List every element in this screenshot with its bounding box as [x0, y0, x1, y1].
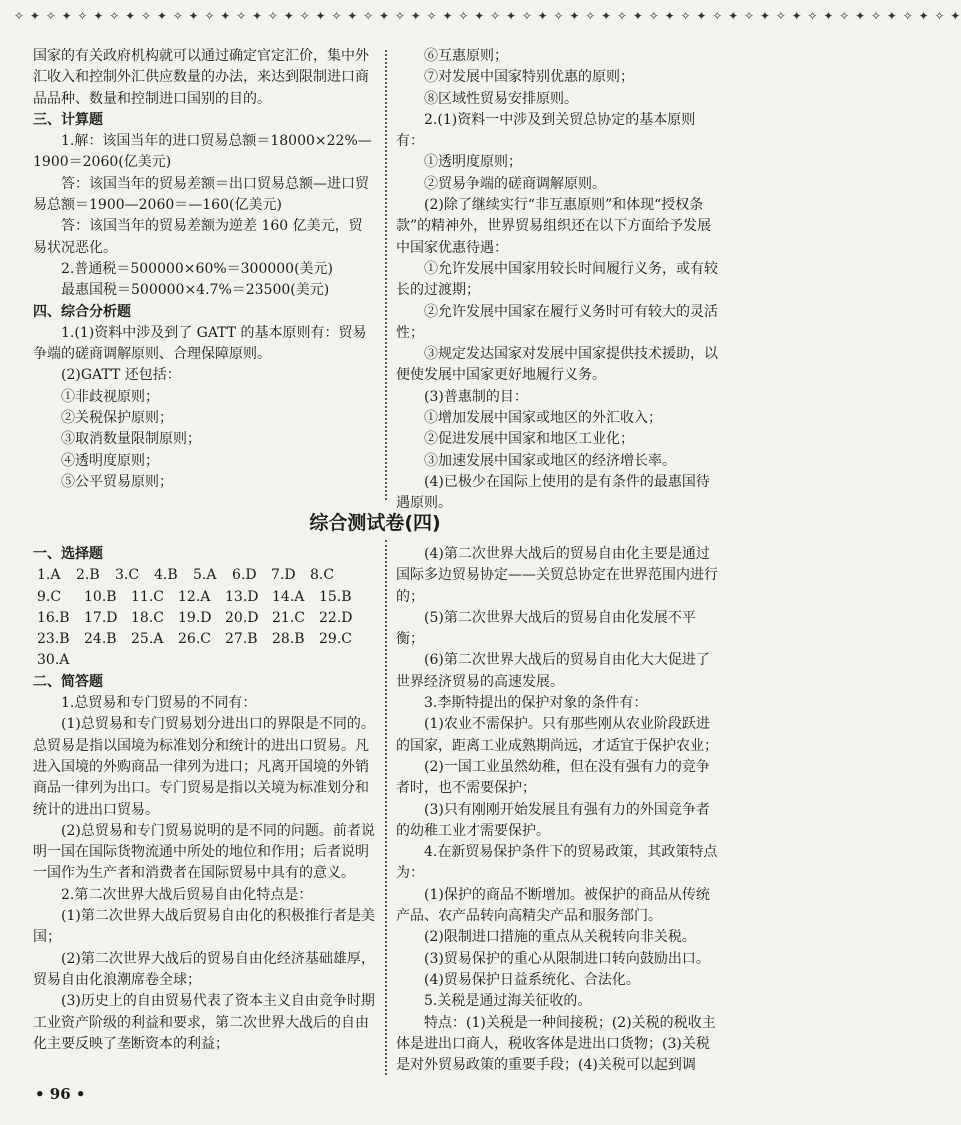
right-column-top: [396, 46, 722, 515]
paragraph: 最惠国税＝500000×4.7%＝23500(美元): [61, 282, 330, 299]
answer: 19.D: [178, 609, 212, 626]
answer: 16.B: [37, 609, 70, 626]
paragraph: (3)只有刚刚开始发展且有强有力的外国竞争者的幼稚工业才需要保护。: [396, 801, 710, 839]
answer: 24.B: [84, 631, 117, 648]
answer: 22.D: [319, 609, 353, 626]
answer: 15.B: [319, 588, 352, 605]
answer: 12.A: [178, 588, 211, 605]
list-item: ①允许发展中国家用较长时间履行义务，或有较长的过渡期；: [396, 260, 718, 299]
list-item: ①透明度原则；: [424, 154, 522, 171]
answer: 27.B: [225, 631, 258, 648]
answer-key: [37, 565, 375, 671]
paragraph: (2)总贸易和专门贸易说明的是不同的问题。前者说明一国在国际货物流通中所处的地位和作用；后者说明一国作为生产者和消费者在国际贸易中具有的意义。: [33, 822, 375, 882]
answer-row: [37, 608, 375, 629]
list-item: ②贸易争端的磋商调解原则。: [424, 175, 606, 192]
answer: 13.D: [225, 588, 259, 605]
paragraph: (1)农业不需保护。只有那些刚从农业阶段跃进的国家，距离工业成熟期尚远，才适宜于保护农业；: [396, 716, 718, 754]
answer: 3.C: [115, 567, 140, 584]
answer: 5.A: [193, 567, 217, 584]
answer: 1.A: [37, 567, 61, 584]
paragraph: 1.(1)资料中涉及到了 GATT 的基本原则有：贸易争端的磋商调解原则、合理保障原则。: [33, 324, 367, 363]
answer-row: [37, 629, 375, 650]
section-heading-short-answer: 二、简答题: [33, 673, 103, 690]
paragraph: 1.总贸易和专门贸易的不同有：: [61, 695, 257, 712]
paragraph: (2)一国工业虽然幼稚，但在没有强有力的竞争者时，也不需要保护；: [396, 758, 710, 797]
list-item: ②关税保护原则；: [61, 410, 173, 427]
answer: 11.C: [131, 588, 164, 605]
list-item: ①增加发展中国家或地区的外汇收入；: [424, 410, 662, 427]
paragraph: (3)普惠制的目：: [424, 388, 528, 405]
answer: 25.A: [131, 631, 164, 648]
column-divider: [385, 540, 387, 1075]
answer-row: [37, 565, 375, 586]
answer: 18.C: [131, 609, 164, 626]
page-number: • 96 •: [35, 1085, 86, 1103]
section-heading-choice: 一、选择题: [33, 546, 103, 562]
list-item: ②允许发展中国家在履行义务时可有较大的灵活性；: [396, 303, 718, 341]
paragraph: (1)总贸易和专门贸易划分进出口的界限是不同的。总贸易是指以国境为标准划分和统计的进出口贸易。凡进入国境的外购商品一律列为进口；凡离开国境的外销商品一律列为出口。专门贸易是指以关境为标准划分和统计的进出口贸易。: [33, 716, 375, 818]
paragraph: (6)第二次世界大战后的贸易自由化大大促进了世界经济贸易的高速发展。: [396, 652, 710, 690]
section-heading-calculation: 三、计算题: [33, 111, 103, 128]
paragraph: (5)第二次世界大战后的贸易自由化发展不平衡；: [396, 609, 696, 648]
answer: 21.C: [272, 609, 305, 626]
answer: 17.D: [84, 609, 118, 626]
paragraph: (2)第二次世界大战后的贸易自由化经济基础雄厚，贸易自由化浪潮席卷全球；: [33, 950, 375, 988]
paragraph: 答：该国当年的贸易差额＝出口贸易总额—进口贸易总额＝1900—2060＝—160(亿美元): [33, 175, 369, 214]
list-item: ③取消数量限制原则；: [61, 431, 201, 448]
paragraph: 4.在新贸易保护条件下的贸易政策，其政策特点为：: [396, 844, 718, 882]
answer: 4.B: [154, 567, 178, 584]
answer: 7.D: [271, 567, 296, 584]
paragraph: 国家的有关政府机构就可以通过确定官定汇价，集中外汇收入和控制外汇供应数量的办法，来达到限制进口商品品种、数量和控制进口国别的目的。: [33, 48, 369, 107]
answer: 6.D: [232, 567, 257, 584]
list-item: ⑧区域性贸易安排原则。: [424, 90, 578, 107]
list-item: ⑦对发展中国家特别优惠的原则；: [424, 69, 634, 86]
answer: 26.C: [178, 631, 211, 648]
answer: 14.A: [272, 588, 305, 605]
paragraph: (4)已极少在国际上使用的是有条件的最惠国待遇原则。: [396, 473, 710, 512]
list-item: ②促进发展中国家和地区工业化；: [424, 431, 634, 448]
answer-row: [37, 587, 375, 608]
paragraph: 2.第二次世界大战后贸易自由化特点是：: [61, 886, 313, 903]
paragraph: 3.李斯特提出的保护对象的条件有：: [424, 695, 648, 712]
list-item: ④透明度原则；: [61, 452, 159, 469]
answer: 29.C: [319, 631, 352, 648]
paragraph: (4)贸易保护日益系统化、合法化。: [424, 971, 640, 988]
paragraph: (1)第二次世界大战后贸易自由化的积极推行者是美国；: [33, 908, 375, 946]
answer: 8.C: [310, 567, 335, 584]
left-column-top: [33, 46, 375, 493]
paragraph: (1)保护的商品不断增加。被保护的商品从传统产品、农产品转向高精尖产品和服务部门。: [396, 886, 710, 925]
answer: 10.B: [84, 588, 117, 605]
paragraph: 5.关税是通过海关征收的。: [424, 993, 592, 1010]
list-item: ⑥互惠原则；: [424, 48, 508, 64]
list-item: ③加速发展中国家或地区的经济增长率。: [424, 452, 676, 469]
list-item: ⑤公平贸易原则；: [61, 473, 173, 490]
paragraph: (3)贸易保护的重心从限制进口转向鼓励出口。: [424, 950, 710, 967]
answer: 28.B: [272, 631, 305, 648]
answer: 2.B: [76, 567, 100, 584]
answer: 9.C: [37, 588, 62, 605]
answer: 23.B: [37, 631, 70, 648]
column-divider: [385, 50, 387, 500]
paragraph: 1.解：该国当年的进口贸易总额＝18000×22%—1900＝2060(亿美元): [33, 133, 372, 171]
paragraph: (4)第二次世界大战后的贸易自由化主要是通过国际多边贸易协定——关贸总协定在世界范围内进行的；: [396, 546, 718, 605]
paragraph: (3)历史上的自由贸易代表了资本主义自由竞争时期工业资产阶级的利益和要求，第二次世界大战后的自由化主要反映了垄断资本的利益；: [33, 993, 375, 1052]
list-item: ①非歧视原则；: [61, 388, 159, 405]
list-item: ③规定发达国家对发展中国家提供技术援助，以便使发展中国家更好地履行义务。: [396, 346, 718, 384]
answer-row: [37, 650, 375, 671]
answer: 20.D: [225, 609, 259, 626]
left-column-bottom: [33, 544, 375, 1055]
paragraph: 特点：(1)关税是一种间接税；(2)关税的税收主体是进出口商人，税收客体是进出口货物；(3)关税是对外贸易政策的重要手段；(4)关税可以起到调: [396, 1014, 716, 1074]
section-heading-analysis: 四、综合分析题: [33, 303, 131, 320]
paragraph: (2)除了继续实行“非互惠原则”和体现“授权条款”的精神外，世界贸易组织还在以下方面给予发展中国家优惠待遇：: [396, 197, 712, 256]
decorative-border: ✧ ✦ ✧ ✦ ✧ ✦ ✧ ✦ ✧ ✦ ✧ ✦ ✧ ✦ ✧ ✦ ✧ ✦ ✧ ✦ ✧ ✦ ✧ ✦ ✧ ✦ ✧ ✦ ✧ ✦ ✧ ✦ ✧ ✦ ✧ ✦ ✧ ✦ ✧ ✦ ✧ ✦ ✧ ✦ ✧ ✦ ✧ ✦ ✧ ✦ ✧ ✦ ✧ ✦ ✧ ✦ ✧ ✦ ✧ ✦: [14, 9, 961, 23]
test-paper-title: 综合测试卷(四): [309, 512, 441, 534]
answer: 30.A: [37, 652, 70, 669]
right-column-bottom: [396, 544, 722, 1076]
paragraph: (2)限制进口措施的重点从关税转向非关税。: [424, 929, 696, 946]
paragraph: 2.(1)资料一中涉及到关贸总协定的基本原则有：: [396, 111, 696, 150]
paragraph: 答：该国当年的贸易差额为逆差 160 亿美元，贸易状况恶化。: [33, 218, 363, 256]
paragraph: 2.普通税＝500000×60%＝300000(美元): [61, 260, 334, 277]
paragraph: (2)GATT 还包括：: [61, 367, 181, 384]
